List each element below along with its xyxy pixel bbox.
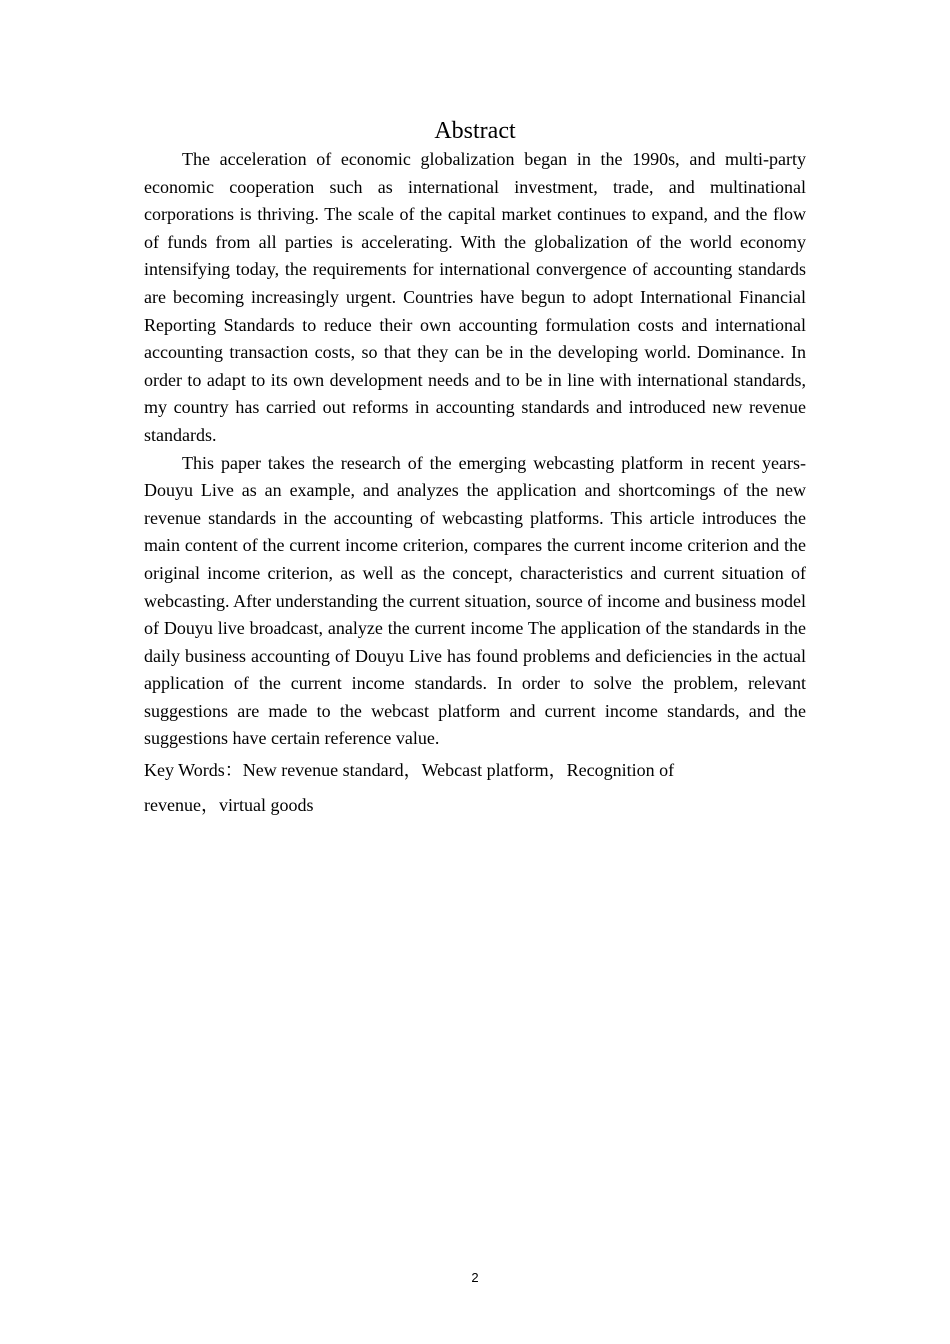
abstract-title: Abstract [434, 118, 516, 144]
key-words: Key Words：New revenue standard，Webcast platform，Recognition of revenue，virtual goods [144, 760, 675, 816]
page-number: 2 [471, 1270, 479, 1285]
abstract-paragraph-2: This paper takes the research of the emerging webcasting platform in recent years-Douyu Live as an example, and analyzes the application and shortcomings of the new revenue standards in the accounting of webcasting platforms. This article introduces the main content of the current income criterion, compares the current income criterion and the original income criterion, as well as the concept, characteristics and current situation of webcasting. After understanding the current situation, source of income and business model of Douyu live broadcast, analyze the current income The application of the standards in the daily business accounting of Douyu Live has found problems and deficiencies in the actual application of the current income standards. In order to solve the problem, relevant suggestions are made to the webcast platform and current income standards, and the suggestions have certain reference value. [144, 452, 806, 749]
abstract-section [144, 116, 806, 823]
abstract-paragraph-1: The acceleration of economic globalization began in the 1990s, and multi-party economic cooperation such as international investment, trade, and multinational corporations is thriving. The scale of the capital market continues to expand, and the flow of funds from all parties is accelerating. With the globalization of the world economy intensifying today, the requirements for international convergence of accounting standards are becoming increasingly urgent. Countries have begun to adopt International Financial Reporting Standards to reduce their own accounting formulation costs and international accounting transaction costs, so that they can be in the developing world. Dominance. In order to adapt to its own development needs and to be in line with international standards, my country has carried out reforms in accounting standards and introduced new revenue standards. [144, 149, 806, 445]
